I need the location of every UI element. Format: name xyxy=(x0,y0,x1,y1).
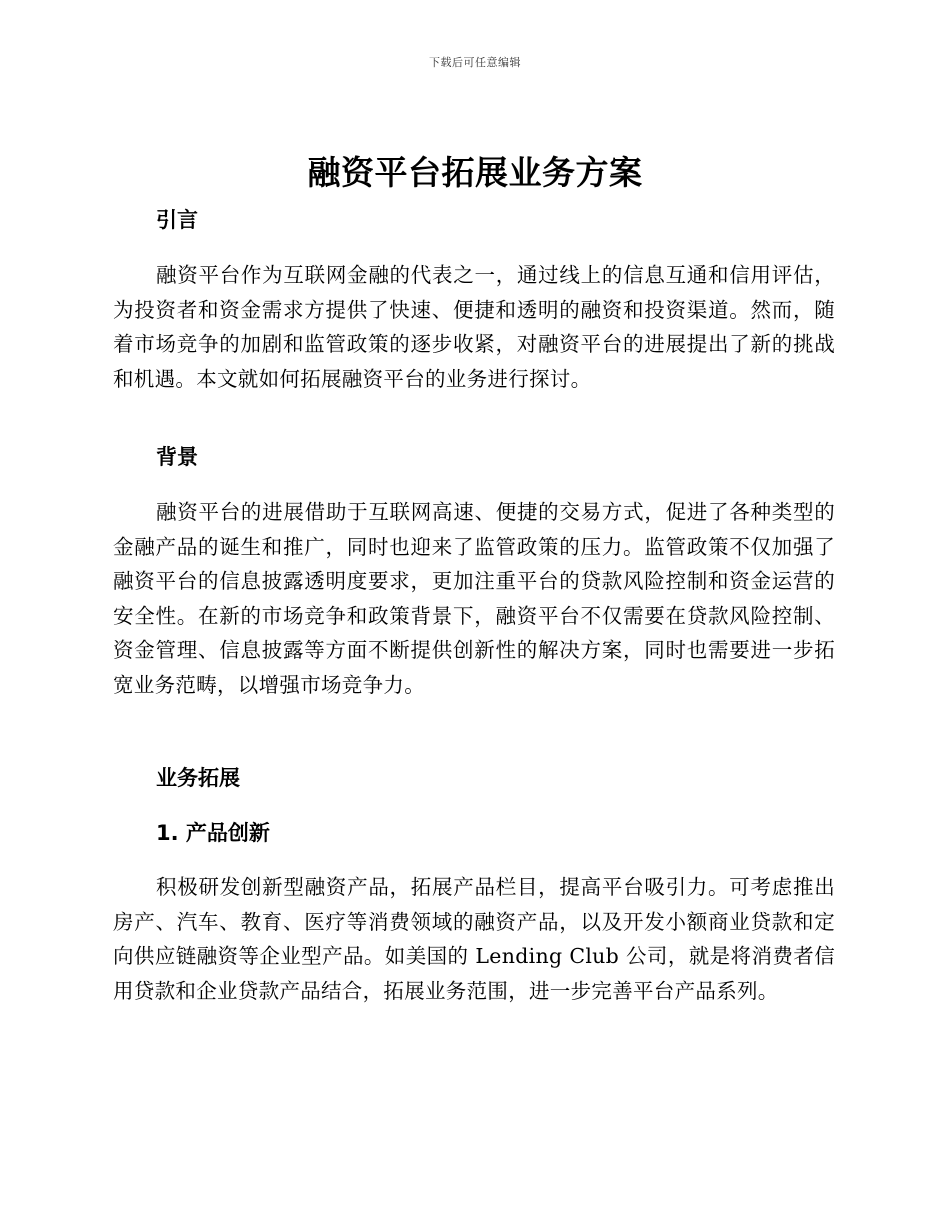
section-paragraph-background: 融资平台的进展借助于互联网高速、便捷的交易方式，促进了各种类型的金融产品的诞生和推广，同时也迎来了监管政策的压力。监管政策不仅加强了融资平台的信息披露透明度要求，更加注重平台的贷款风险控制和资金运营的安全性。在新的市场竞争和政策背景下，融资平台不仅需要在贷款风险控制、资金管理、信息披露等方面不断提供创新性的解决方案，同时也需要进一步拓宽业务范畴，以增强市场竞争力。 xyxy=(113,500,835,697)
section-heading-introduction: 引言 xyxy=(156,208,198,232)
document-title: 融资平台拓展业务方案 xyxy=(307,153,643,192)
section-heading-product-innovation: 1. 产品创新 xyxy=(156,821,270,845)
section-paragraph-product-innovation: 积极研发创新型融资产品，拓展产品栏目，提高平台吸引力。可考虑推出房产、汽车、教育、医疗等消费领域的融资产品，以及开发小额商业贷款和定向供应链融资等企业型产品。如美国的 Lending Club 公司，就是将消费者信用贷款和企业贷款产品结合，拓展业务范围，进一步完善平台产品系列。 xyxy=(113,875,835,1003)
section-paragraph-introduction: 融资平台作为互联网金融的代表之一，通过线上的信息互通和信用评估，为投资者和资金需求方提供了快速、便捷和透明的融资和投资渠道。然而，随着市场竞争的加剧和监管政策的逐步收紧，对融资平台的进展提出了新的挑战和机遇。本文就如何拓展融资平台的业务进行探讨。 xyxy=(113,263,835,391)
section-heading-business-expansion: 业务拓展 xyxy=(156,766,240,790)
page-header-note: 下载后可任意编辑 xyxy=(429,56,521,69)
section-heading-background: 背景 xyxy=(156,445,198,469)
